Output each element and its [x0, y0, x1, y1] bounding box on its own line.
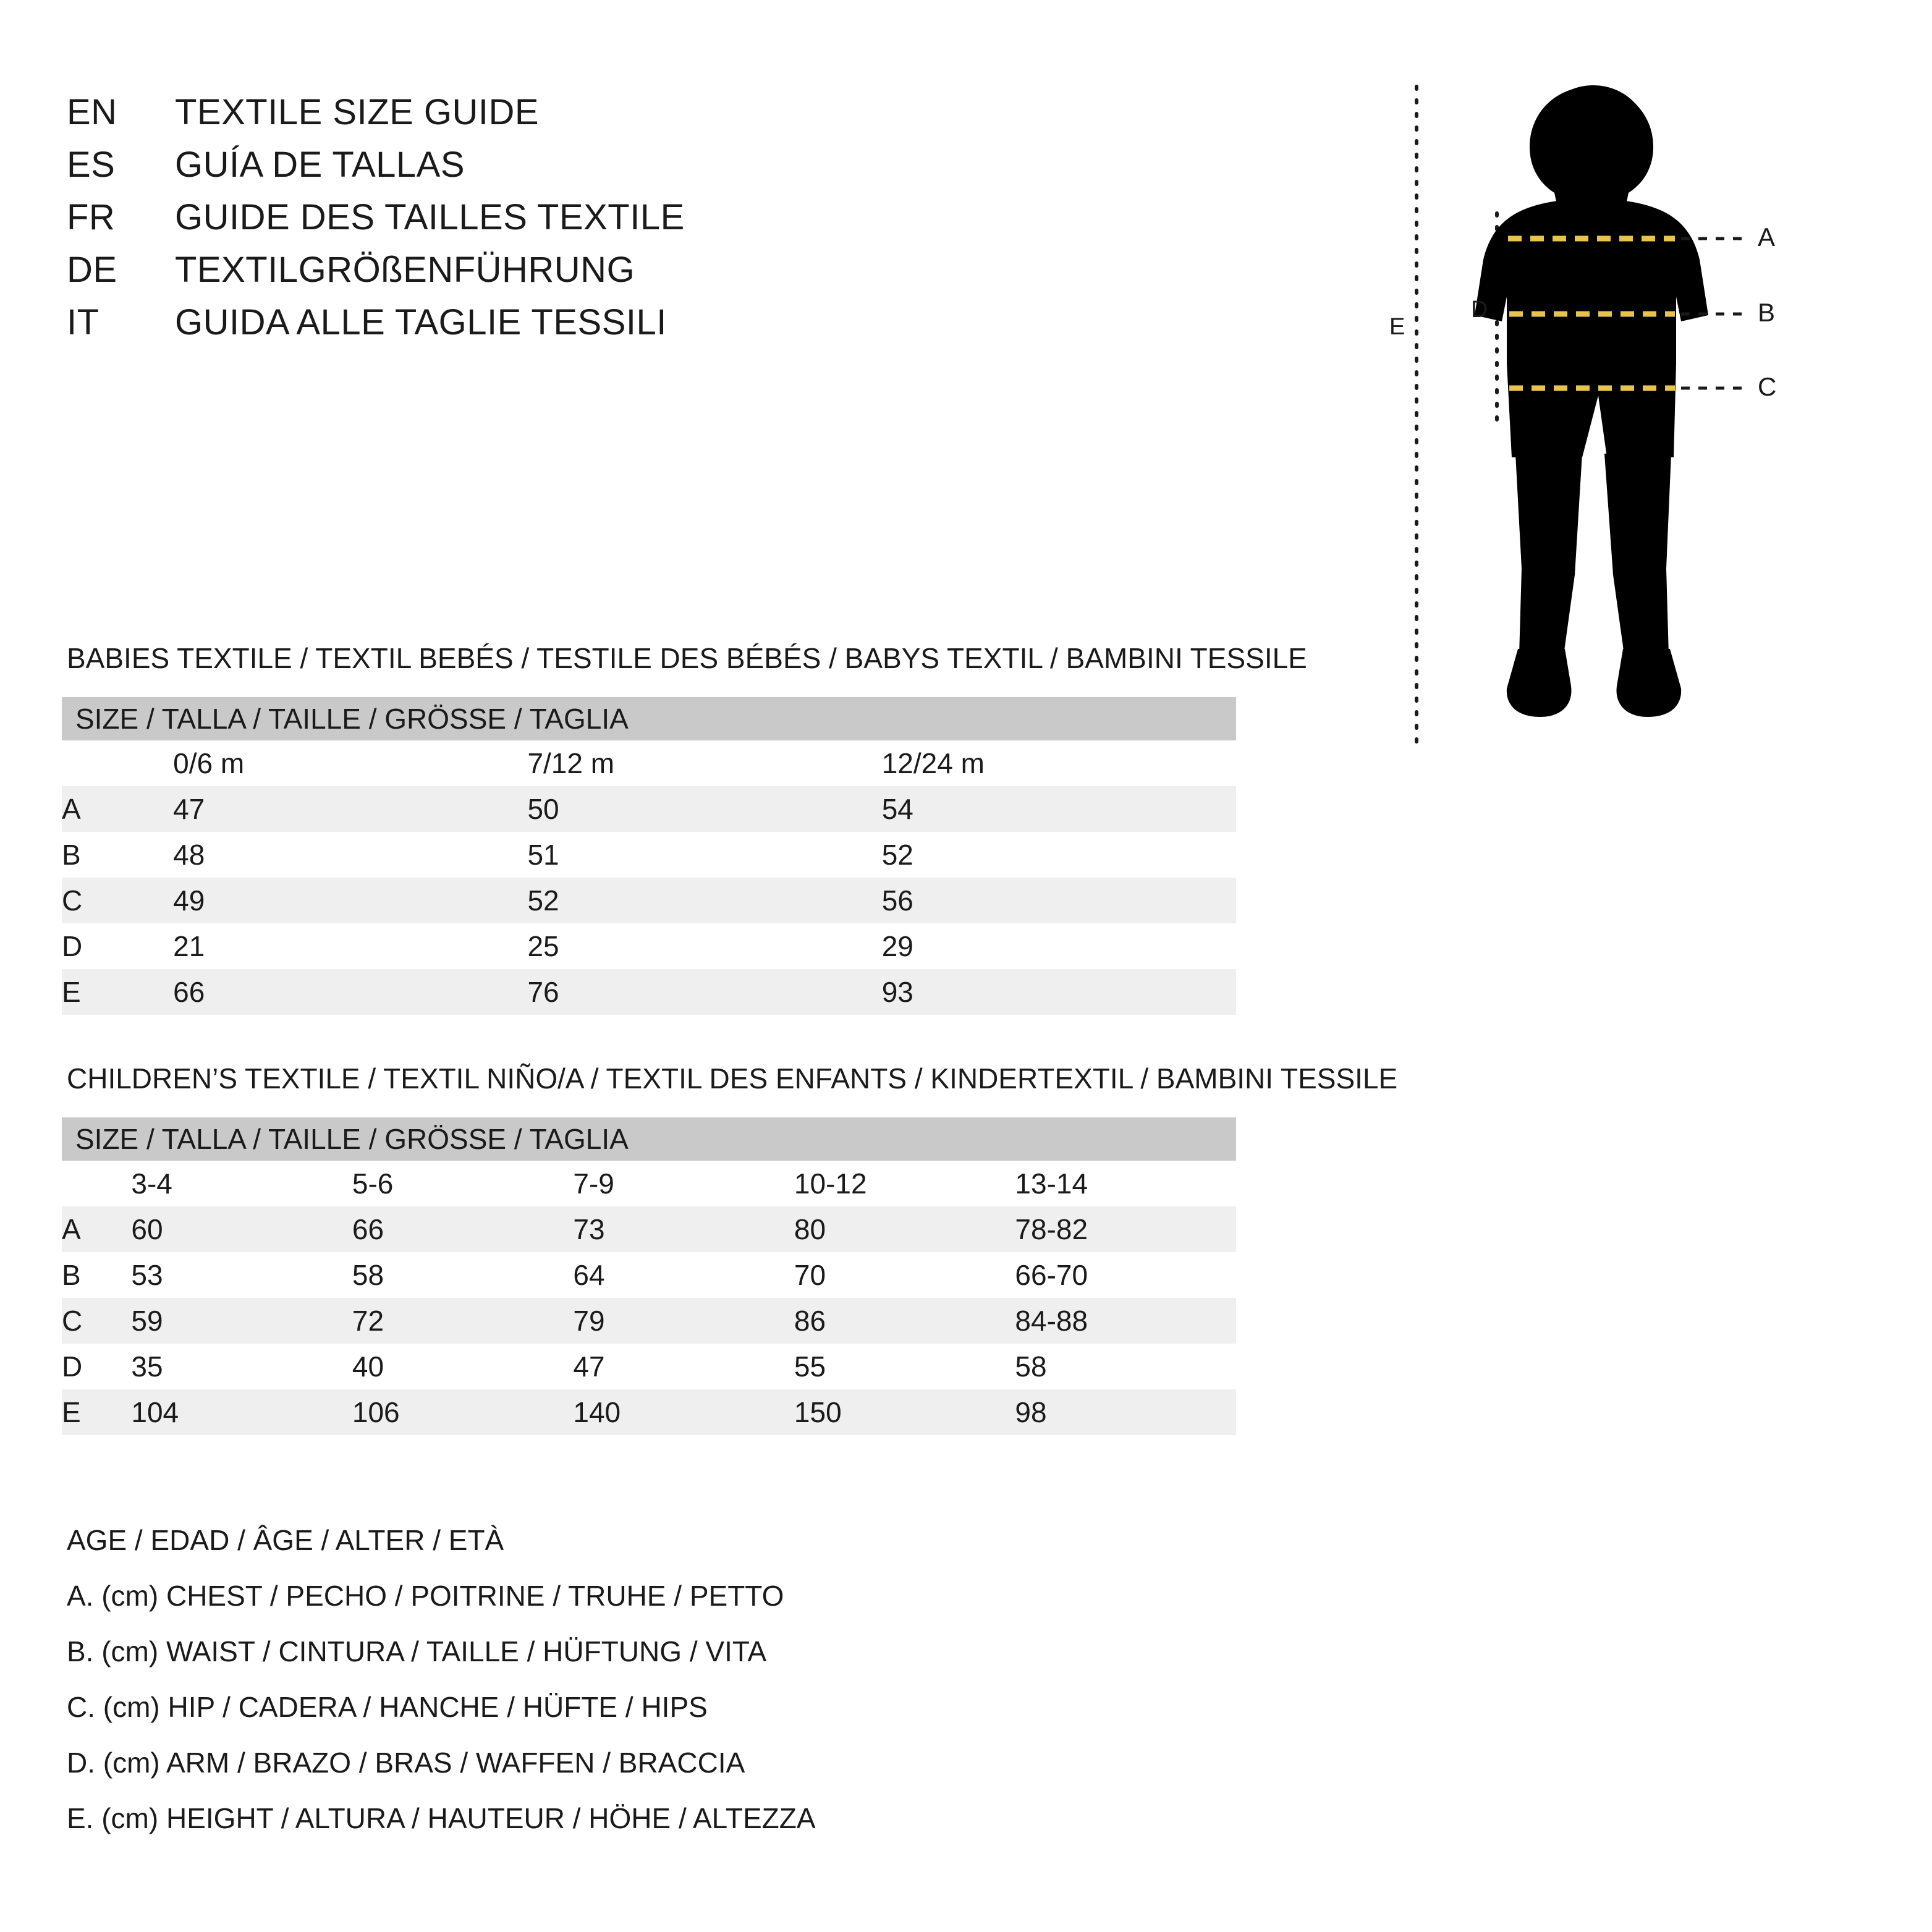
babies-c-0: 49: [173, 878, 527, 923]
children-d-0: 35: [131, 1344, 352, 1389]
children-a-2: 73: [573, 1206, 794, 1252]
children-col-4: 13-14: [1015, 1161, 1236, 1206]
babies-c-1: 52: [527, 878, 881, 923]
lang-title-en: TEXTILE SIZE GUIDE: [175, 92, 540, 132]
babies-band-label: SIZE / TALLA / TAILLE / GRÖSSE / TAGLIA: [62, 697, 1236, 740]
babies-row-label-c: C: [62, 878, 173, 923]
lang-title-it: GUIDA ALLE TAGLIE TESSILI: [175, 302, 667, 342]
children-row-label-e: E: [62, 1389, 131, 1435]
babies-e-1: 76: [527, 969, 881, 1015]
babies-e-2: 93: [882, 969, 1236, 1015]
title-row-de: [67, 249, 932, 290]
babies-row-label-d: D: [62, 923, 173, 969]
child-silhouette: [1475, 85, 1708, 717]
lang-title-fr: GUIDE DES TAILLES TEXTILE: [175, 197, 685, 237]
babies-b-1: 51: [527, 832, 881, 878]
babies-col-0: 0/6 m: [173, 740, 527, 786]
children-e-1: 106: [352, 1389, 574, 1435]
legend-line-c: C. (cm) HIP / CADERA / HANCHE / HÜFTE / HIPS: [67, 1691, 708, 1723]
lang-title-de: TEXTILGRÖßENFÜHRUNG: [175, 250, 635, 290]
children-b-1: 58: [352, 1252, 574, 1298]
children-row-label-d: D: [62, 1344, 131, 1389]
children-a-3: 80: [794, 1206, 1015, 1252]
babies-e-0: 66: [173, 969, 527, 1015]
measurement-figure: [1378, 74, 1866, 773]
children-b-4: 66-70: [1015, 1252, 1236, 1298]
babies-a-0: 47: [173, 786, 527, 832]
children-d-1: 40: [352, 1344, 574, 1389]
babies-column-header-row: [62, 740, 1236, 786]
children-col-3: 10-12: [794, 1161, 1015, 1206]
lang-code-en: EN: [67, 92, 117, 132]
babies-row-label-b: B: [62, 832, 173, 878]
babies-col-2: 12/24 m: [882, 740, 1236, 786]
figure-label-a: A: [1758, 222, 1776, 252]
legend-line-b: B. (cm) WAIST / CINTURA / TAILLE / HÜFTUNG / VITA: [67, 1635, 767, 1667]
title-row-it: [67, 302, 932, 343]
legend-line-a: A. (cm) CHEST / PECHO / POITRINE / TRUHE / PETTO: [67, 1580, 784, 1612]
babies-col-1: 7/12 m: [527, 740, 881, 786]
children-column-header-row: [62, 1161, 1236, 1206]
babies-b-0: 48: [173, 832, 527, 878]
babies-section-heading: BABIES TEXTILE / TEXTIL BEBÉS / TESTILE DES BÉBÉS / BABYS TEXTIL / BAMBINI TESSILE: [67, 642, 1307, 674]
children-row-label-a: A: [62, 1206, 131, 1252]
table-row: [62, 1206, 1236, 1252]
children-row-label-c: C: [62, 1298, 131, 1344]
babies-d-0: 21: [173, 923, 527, 969]
legend-line-d: D. (cm) ARM / BRAZO / BRAS / WAFFEN / BRACCIA: [67, 1747, 745, 1779]
table-row: [62, 923, 1236, 969]
lang-code-fr: FR: [67, 197, 116, 237]
babies-b-2: 52: [882, 832, 1236, 878]
babies-d-1: 25: [527, 923, 881, 969]
lang-code-de: DE: [67, 250, 117, 290]
babies-a-1: 50: [527, 786, 881, 832]
lang-code-it: IT: [67, 302, 100, 342]
babies-d-2: 29: [882, 923, 1236, 969]
children-section-heading: CHILDREN’S TEXTILE / TEXTIL NIÑO/A / TEXTIL DES ENFANTS / KINDERTEXTIL / BAMBINI TESSILE: [67, 1062, 1398, 1095]
children-a-1: 66: [352, 1206, 574, 1252]
legend-title: AGE / EDAD / ÂGE / ALTER / ETÀ: [67, 1524, 504, 1556]
children-row-label-b: B: [62, 1252, 131, 1298]
lang-title-es: GUÍA DE TALLAS: [175, 145, 465, 185]
children-e-2: 140: [573, 1389, 794, 1435]
figure-label-b: B: [1758, 298, 1776, 327]
babies-size-table: [62, 697, 1236, 1015]
table-row: [62, 969, 1236, 1015]
children-c-3: 86: [794, 1298, 1015, 1344]
title-row-en: [67, 91, 932, 133]
babies-row-label-e: E: [62, 969, 173, 1015]
children-a-4: 78-82: [1015, 1206, 1236, 1252]
babies-row-label-a: A: [62, 786, 173, 832]
children-table-band-row: [62, 1117, 1236, 1161]
children-band-label: SIZE / TALLA / TAILLE / GRÖSSE / TAGLIA: [62, 1117, 1236, 1161]
babies-table-band-row: [62, 697, 1236, 740]
children-e-4: 98: [1015, 1389, 1236, 1435]
babies-c-2: 56: [882, 878, 1236, 923]
table-row: [62, 832, 1236, 878]
children-a-0: 60: [131, 1206, 352, 1252]
children-c-4: 84-88: [1015, 1298, 1236, 1344]
language-title-block: [67, 91, 932, 354]
babies-corner-cell: [62, 740, 173, 786]
children-c-2: 79: [573, 1298, 794, 1344]
children-b-2: 64: [573, 1252, 794, 1298]
children-d-2: 47: [573, 1344, 794, 1389]
figure-label-d: D: [1471, 297, 1488, 323]
lang-code-es: ES: [67, 145, 116, 185]
children-col-0: 3-4: [131, 1161, 352, 1206]
children-c-0: 59: [131, 1298, 352, 1344]
table-row: [62, 786, 1236, 832]
children-b-3: 70: [794, 1252, 1015, 1298]
children-d-3: 55: [794, 1344, 1015, 1389]
title-row-fr: [67, 197, 932, 238]
figure-label-c: C: [1758, 372, 1777, 401]
table-row: [62, 1344, 1236, 1389]
children-col-1: 5-6: [352, 1161, 574, 1206]
children-e-3: 150: [794, 1389, 1015, 1435]
children-b-0: 53: [131, 1252, 352, 1298]
babies-a-2: 54: [882, 786, 1236, 832]
children-c-1: 72: [352, 1298, 574, 1344]
table-row: [62, 1389, 1236, 1435]
table-row: [62, 878, 1236, 923]
children-size-table: [62, 1117, 1236, 1435]
children-d-4: 58: [1015, 1344, 1236, 1389]
children-e-0: 104: [131, 1389, 352, 1435]
table-row: [62, 1298, 1236, 1344]
table-row: [62, 1252, 1236, 1298]
legend-block: [67, 1523, 1426, 1857]
children-col-2: 7-9: [573, 1161, 794, 1206]
title-row-es: [67, 144, 932, 185]
figure-label-e: E: [1389, 314, 1405, 340]
children-corner-cell: [62, 1161, 131, 1206]
legend-line-e: E. (cm) HEIGHT / ALTURA / HAUTEUR / HÖHE / ALTEZZA: [67, 1802, 816, 1834]
